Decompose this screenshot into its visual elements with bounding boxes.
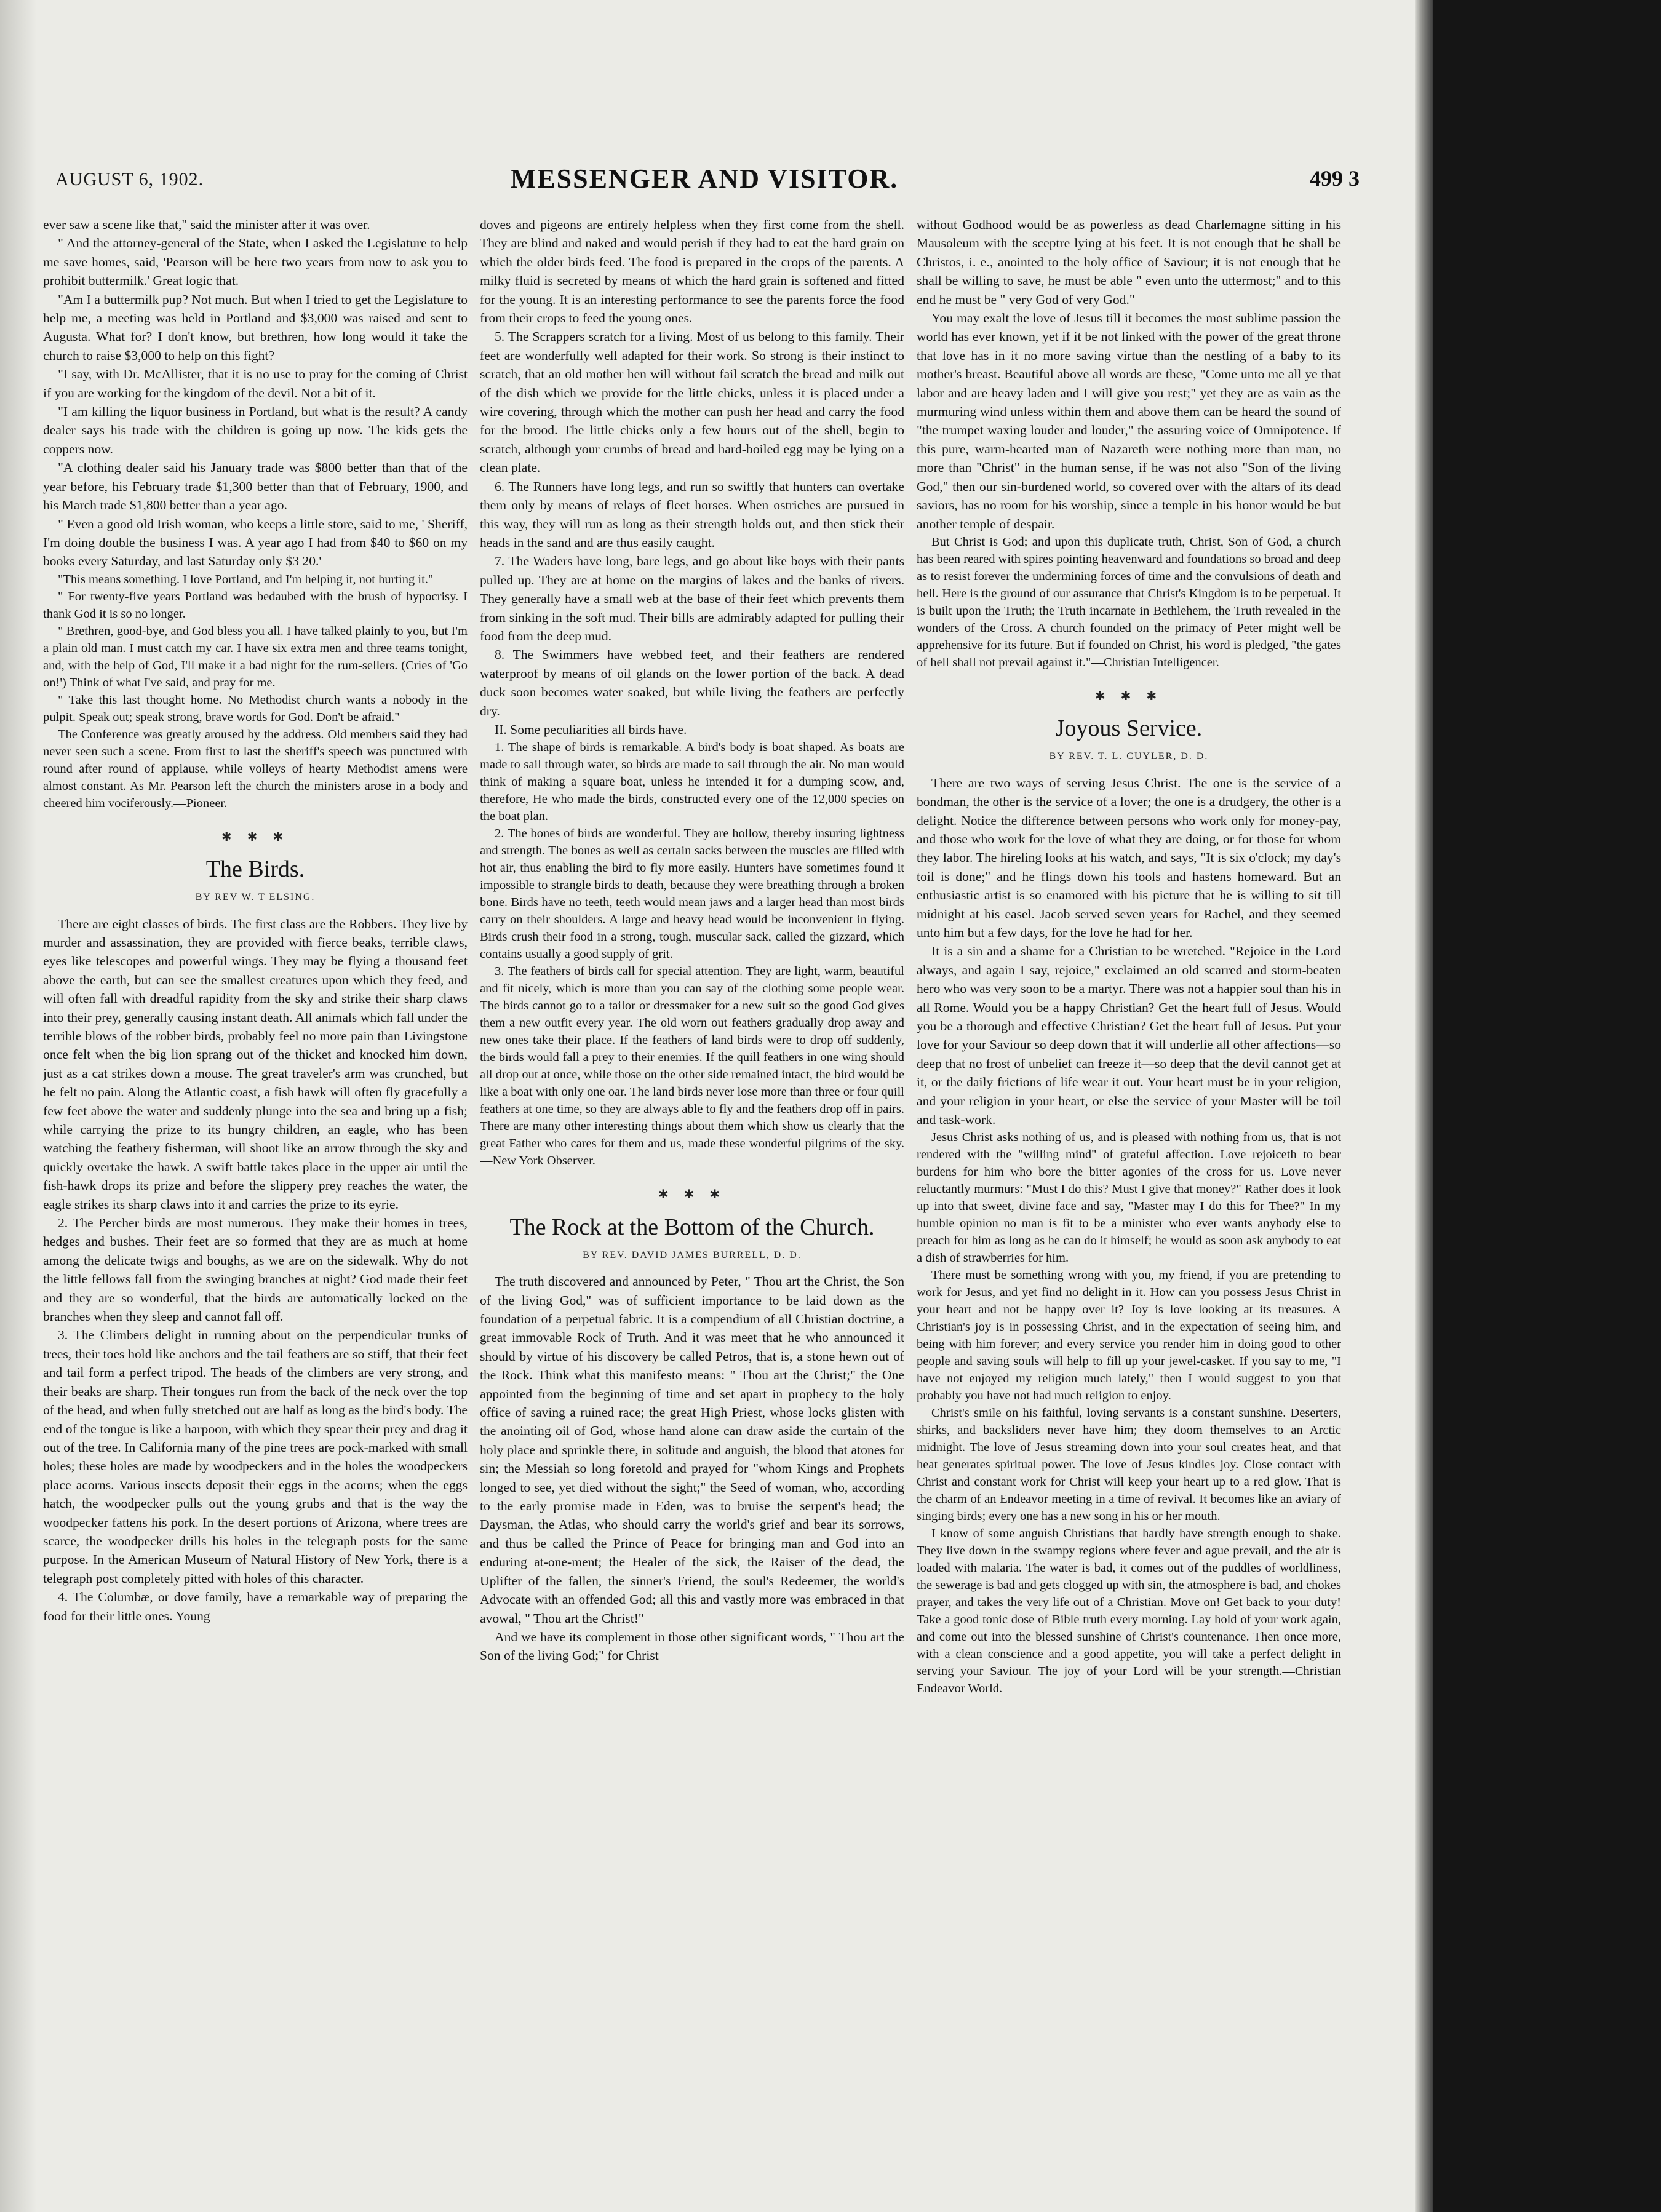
article-paragraph: There are eight classes of birds. The first class are the Robbers. They live by murder and assassination, they are provided with fierce beaks, terrible claws, eyes like telescopes and powerful wings. They may be flying a thousand feet above the earth, but can see the smallest creatures upon which they feed, and will often fall with dreadful rapidity from the sky and strike their sharp claws into their prey, generally causing instant death. All animals which fall under the terrible blows of the robber birds, probably feel no more pain than Livingstone once felt when the big lion sprang out of the thicket and knocked him down, just as a cat strikes down a mouse. The great traveler's arm was crunched, but he felt no pain. Along the Atlantic coast, a fish hawk will often fly gracefully a few feet above the water and suddenly plunge into the sea and bring up a fish; while carrying the prize to its hungry children, an eagle, who has been watching the feathery fisherman, will shoot like an arrow through the sky and quickly overtake the hawk. A swift battle takes place in the upper air until the fish-hawk drops its prize and before the slippery prey reaches the water, the eagle strikes its sharp claws into it and carries the prize to its eyrie. (43, 916, 468, 1212)
section-ornament: ✱ ✱ ✱ (658, 1188, 727, 1202)
column-3 (917, 215, 1341, 2196)
article-paragraph: "A clothing dealer said his January trade was $800 better than that of the year before, his February trade $1,300 better than that of February, 1900, and his March trade $1,800 better than a year ago. (43, 460, 468, 513)
article-paragraph: II. Some peculiarities all birds have. (495, 722, 687, 737)
article-title-joyous-service: Joyous Service. (1055, 715, 1203, 742)
section-ornament: ✱ ✱ ✱ (1094, 689, 1163, 703)
article-paragraph: 3. The Climbers delight in running about on the perpendicular trunks of trees, their toes hold like anchors and the tail feathers are so stiff, that their feet and tail form a perfect tripod. The heads of the climbers are very strong, and their beaks are sharp. Their tongues run from the back of the neck over the top of the head, and when fully stretched out are half as long as the bird's body. The end of the tongue is like a harpoon, with which they spear their prey and drag it out of the tree. In California many of the pine trees are pock-marked with small holes; these holes are made by woodpeckers and in the holes the woodpeckers place acorns. Various insects deposit their eggs in the acorns; when the eggs hatch, the woodpecker pulls out the young grubs and that is the way the woodpecker fattens his pork. In the desert portions of Arizona, where trees are scarce, the woodpecker drills his holes in the telegraph posts for the same purpose. In the American Museum of Natural History of New York, there is a telegraph post completely pitted with holes of this character. (43, 1327, 468, 1586)
article-paragraph: It is a sin and a shame for a Christian to be wretched. "Rejoice in the Lord always, and again I say, rejoice," exclaimed an old scarred and storm-beaten hero who was very soon to be a martyr. There was not a happier soul than his in all Rome. Would you be a happy Christian? Get the heart full of Jesus. Would you be a thorough and effective Christian? Get the heart full of Jesus. Put your love for your Saviour so deep down that it will underlie all other affections—so deep that no frost of unbelief can freeze it—so deep that the devil cannot get at it, or the daily frictions of life wear it out. Your heart must be in your religion, and your religion in your heart, or else the service of your Master will be toil and task-work. (917, 944, 1341, 1128)
article-title-rock-of-church: The Rock at the Bottom of the Church. (509, 1214, 875, 1240)
article-paragraph: "I say, with Dr. McAllister, that it is no use to pray for the coming of Christ if you are working for the kingdom of the devil. Not a bit of it. (43, 367, 468, 400)
article-paragraph: Jesus Christ asks nothing of us, and is pleased with nothing from us, that is not rendered with the "willing mind" of grateful affection. Love rejoiceth to bear burdens for him who bore the bitter agonies of the cross for us. Love never reluctantly murmurs: "Must I do this? Must I give that money?" Rather does it look up into that sweet, divine face and say, "Master may I do this for Thee?" In my humble opinion no man is fit to be a minister who ever wants anybody else to preach for him as long as he can do it himself; he would as soon ask anybody to eat a dish of strawberries for him. (917, 1131, 1341, 1265)
masthead-title: MESSENGER AND VISITOR. (510, 164, 899, 194)
page-header (43, 163, 1366, 200)
article-paragraph: But Christ is God; and upon this duplicate truth, Christ, Son of God, a church has been reared with spires pointing heavenward and foundations so broad and deep as to resist forever the undermining forces of time and the convulsions of death and hell. Here is the ground of our assurance that Christ's Kingdom is to be perpetual. It is built upon the Truth; the Truth incarnate in Bethlehem, the Truth revealed in the wonders of the Cross. A church founded on the primacy of Peter might well be apprehensive for its future. But if founded on Christ, his word is pledged, "the gates of hell shall not prevail against it."—Christian Intelligencer. (917, 535, 1341, 669)
article-paragraph: 4. The Columbæ, or dove family, have a remarkable way of preparing the food for their little ones. Young (43, 1589, 468, 1623)
article-paragraph: " For twenty-five years Portland was bedaubed with the brush of hypocrisy. I thank God it is so no longer. (43, 589, 468, 621)
article-byline: BY REV. T. L. CUYLER, D. D. (1049, 751, 1209, 762)
article-paragraph: "Am I a buttermilk pup? Not much. But when I tried to get the Legislature to help me, a meeting was held in Portland and $3,000 was raised and sent to Augusta. What for? I don't know, but brethren, how long would it take the church to raise $3,000 to help on this fight? (43, 292, 468, 363)
article-paragraph: doves and pigeons are entirely helpless when they first come from the shell. They are blind and naked and would perish if they had to eat the hard grain on which the older birds feed. The food is prepared in the crops of the parents. A milky fluid is secreted by means of which the hard grain is softened and fitted for the young. It is an interesting performance to see the parents force the food from their crops to feed the young ones. (480, 217, 904, 326)
article-paragraph: "I am killing the liquor business in Portland, but what is the result? A candy dealer says his trade with the children is going up now. The kids gets the coppers now. (43, 404, 468, 456)
article-title-the-birds: The Birds. (205, 856, 305, 883)
article-byline: BY REV W. T ELSING. (195, 892, 316, 903)
page-edge-shadow (1415, 0, 1433, 2212)
article-byline: BY REV. DAVID JAMES BURRELL, D. D. (583, 1249, 802, 1260)
article-paragraph: " And the attorney-general of the State, when I asked the Legislature to help me save homes, said, 'Pearson will be here two years from now to ask you to prohibit buttermilk.' Great logic that. (43, 236, 468, 288)
column-2 (480, 215, 904, 2196)
article-paragraph: You may exalt the love of Jesus till it becomes the most sublime passion the world has ever known, yet if it be not linked with the power of the great throne that love has in it no more saving virtue than the nestling of a baby to its mother's breast. Beautiful above all words are these, "Come unto me all ye that labor and are heavy laden and I will give you rest;" yet they are as vain as the murmuring wind unless within them and above them can be heard the sound of "the trumpet waxing louder and louder," the assuring voice of Omnipotence. If this pure, warm-hearted man of Nazareth were nothing more than man, no more than "Christ" in the human sense, if he was not also "Son of the living God," then our sin-burdened world, so covered over with the altars of its dead saviors, has no room for his worship, since a temple in his honor would be but another temple of despair. (917, 311, 1341, 531)
article-paragraph: 2. The bones of birds are wonderful. They are hollow, thereby insuring lightness and strength. The bones as well as certain sacks between the muscles are filled with hot air, thus enabling the bird to fly more easily. Hunters have sometimes found it impossible to strangle birds to death, because they were breathing through a broken bone. Birds have no teeth, teeth would mean jaws and a larger head than most birds carry on their shoulders. A large and heavy head would be inconvenient in flying. Birds crush their food in a strong, tough, muscular sack, called the gizzard, which contains usually a good supply of grit. (480, 827, 904, 961)
article-paragraph: There are two ways of serving Jesus Christ. The one is the service of a bondman, the other is the service of a lover; the one is a drudgery, the other is a delight. Notice the difference between persons who work only for money-pay, and those who work for the love of what they are doing, or for those for whom they labor. The hireling looks at his watch, and says, "It is six o'clock; my day's toil is done;" and he flings down his tools and hastens homeward. But an enthusiastic artist is so enamored with his picture that he is willing to sit till midnight at his easel. Jacob served seven years for Rachel, and they seemed unto him but a few days, for the love he had for her. (917, 775, 1341, 940)
article-paragraph: " Brethren, good-bye, and God bless you all. I have talked plainly to you, but I'm a plain old man. I must catch my car. I have six extra men and three teams tonight, and, with the help of God, I'll make it a bad night for the rum-sellers. (Cries of 'Go on!') Think of what I've said, and pray for me. (43, 624, 468, 690)
article-paragraph: 7. The Waders have long, bare legs, and go about like boys with their pants pulled up. They are at home on the margins of lakes and the banks of rivers. They generally have a small web at the base of their feet which prevents them from sinking in the soft mud. Their bills are admirably adapted for pulling their food from the deep mud. (480, 554, 904, 643)
article-paragraph: There must be something wrong with you, my friend, if you are pretending to work for Jesus, and yet find no delight in it. How can you possess Jesus Christ in your heart and not be happy over it? Joy is love looking at its treasures. A Christian's joy is in possessing Christ, and in the expectation of seeing him, and being with him forever; and every service you render him in doing good to other people and saving souls will help to fill up your jewel-casket. If you say to me, "I have not enjoyed my religion much lately," then I would suggest to you that probably you have not had much religion to enjoy. (917, 1268, 1341, 1403)
article-paragraph: 8. The Swimmers have webbed feet, and their feathers are rendered waterproof by means of oil glands on the lower portion of the back. A dead duck soon becomes water soaked, but while living the feathers are perfectly dry. (480, 647, 904, 718)
section-ornament: ✱ ✱ ✱ (221, 830, 290, 844)
article-paragraph: 2. The Percher birds are most numerous. They make their homes in trees, hedges and bushes. Their feet are so formed that they are as much at home among the delicate twigs and boughs, as we are on the sidewalk. Why do not the little fellows fall from the swinging branches at night? God made their feet and they are so wonderful, that the birds are automatically locked on the branches when they sleep and cannot fall off. (43, 1215, 468, 1324)
page-fold-shadow (0, 0, 37, 2212)
article-paragraph: The truth discovered and announced by Peter, " Thou art the Christ, the Son of the living God," was of sufficient importance to be laid down as the foundation of a perpetual fabric. It is a compendium of all Christian doctrine, a great immovable Rock of Truth. And it was meet that he who announced it should by virtue of his discovery be called Petros, that is, a stone hewn out of the Rock. Think what this manifesto means: " Thou art the Christ;" the One appointed from the beginning of time and set apart in prophecy to the holy office of saving a ruined race; the great High Priest, whose locks glisten with the anointing oil of God, whose hand alone can draw aside the curtain of the holy place and sprinkle there, in solitude and anguish, the blood that atones for sin; the Messiah so long foretold and prayed for "whom Kings and Prophets longed to see, yet died without the sight;" the Seed of woman, who, according to the early promise made in Eden, was to bruise the serpent's head; the Daysman, the Atlas, who should carry the world's grief and bear its sorrows, and thus be called the Prince of Peace for bringing man and God into an enduring at-one-ment; the Healer of the sick, the Raiser of the dead, the Uplifter of the fallen, the sinner's Friend, the soul's Redeemer, the world's Advocate with an offended God; all this and vastly more was embraced in that avowal, " Thou art the Christ!" (480, 1274, 904, 1626)
issue-date: AUGUST 6, 1902. (55, 169, 204, 189)
article-paragraph: without Godhood would be as powerless as dead Charlemagne sitting in his Mausoleum with the sceptre lying at his feet. It is not enough that he shall be Christos, i. e., anointed to the holy office of Saviour; it is not enough that he shall be willing to save, he must be able " even unto the uttermost;" and to this end he must be " very God of very God." (917, 217, 1341, 307)
article-paragraph: 3. The feathers of birds call for special attention. They are light, warm, beautiful and fit nicely, which is more than you can say of the clothing some people wear. The birds cannot go to a tailor or dressmaker for a new suit so the good God gives them a new outfit every year. The old worn out feathers gradually drop away and new ones take their place. If the feathers of land birds were to drop off suddenly, the birds would fall a prey to their enemies. If the quill feathers in one wing should all drop out at once, while those on the other side remained intact, the bird would be like a boat with only one oar. The land birds never lose more than three or four quill feathers at one time, so they are always able to fly and the feathers drop off in pairs. There are many other interesting things about them which show us clearly that the great Father who cares for them and us, made these wonderful pilgrims of the sky.—New York Observer. (480, 965, 904, 1168)
article-paragraph: ever saw a scene like that," said the minister after it was over. (43, 217, 370, 232)
article-paragraph: 1. The shape of birds is remarkable. A bird's body is boat shaped. As boats are made to sail through water, so birds are made to sail through the air. No man would think of making a square boat, unless he intended it for a dumping scow, and, therefore, He who made the birds, constructed every one of the 12,000 species on the boat plan. (480, 741, 904, 824)
article-paragraph: 6. The Runners have long legs, and run so swiftly that hunters can overtake them only by means of relays of fleet horses. When ostriches are pursued in this way, they will run as long as their strength holds out, and then stick their heads in the sand and are thus easily caught. (480, 479, 904, 550)
page-number: 499 3 (1310, 166, 1360, 191)
article-paragraph: 5. The Scrappers scratch for a living. Most of us belong to this family. Their feet are wonderfully well adapted for their work. So strong is their instinct to scratch, that an old mother hen will without fail scratch the bread and milk out of the dish which we provide for the little chicks, unless it is placed under a wire covering, through which the mother can push her head and carry the food for the brood. The little chicks only a few hours out of the shell, begin to scratch, although your crumbs of bread and hard-boiled egg may be lying on a clean plate. (480, 329, 904, 475)
article-paragraph: Christ's smile on his faithful, loving servants is a constant sunshine. Deserters, shirks, and backsliders never have him; they doom themselves to an Arctic midnight. The love of Jesus streaming down into your soul creates heat, and that heat generates spiritual power. The love of Jesus kindles joy. Close contact with Christ and constant work for Christ will keep your heart up to a red glow. That is the charm of an Endeavor meeting in a time of revival. It becomes like an aviary of singing birds; every one has a new song in his or her mouth. (917, 1406, 1341, 1524)
article-paragraph: I know of some anguish Christians that hardly have strength enough to shake. They live down in the swampy regions where fever and ague prevail, and the air is loaded with malaria. The water is bad, it comes out of the puddles of worldliness, the sewerage is bad and gets clogged up with sin, the atmosphere is bad, and chokes prayer, and takes the very life out of a Christian. Move on! Get back to your duty! Take a good tonic dose of Bible truth every morning. Lay hold of your work again, and come out into the blessed sunshine of Christ's countenance. Then once more, with a clean conscience and a good appetite, you will take a perfect delight in serving your Saviour. The joy of your Lord will be your strength.—Christian Endeavor World. (917, 1527, 1341, 1696)
article-paragraph: " Even a good old Irish woman, who keeps a little store, said to me, ' Sheriff, I'm doing double the business I was. A year ago I had from $40 to $60 on my books every Saturday, and last Saturday only $3 20.' (43, 516, 468, 569)
column-1 (43, 215, 468, 2196)
article-paragraph: And we have its complement in those other significant words, " Thou art the Son of the living God;" for Christ (480, 1629, 904, 1663)
article-paragraph: " Take this last thought home. No Methodist church wants a nobody in the pulpit. Speak out; speak strong, brave words for God. Don't be afraid." (43, 693, 468, 724)
article-paragraph: The Conference was greatly aroused by the address. Old members said they had never seen such a scene. From first to last the sheriff's speech was punctured with round after round of applause, while volleys of hearty Methodist amens were almost constant. As Mr. Pearson left the church the ministers arose in a body and cheered him vociferously.—Pioneer. (43, 727, 468, 810)
article-paragraph: "This means something. I love Portland, and I'm helping it, not hurting it." (58, 572, 434, 586)
